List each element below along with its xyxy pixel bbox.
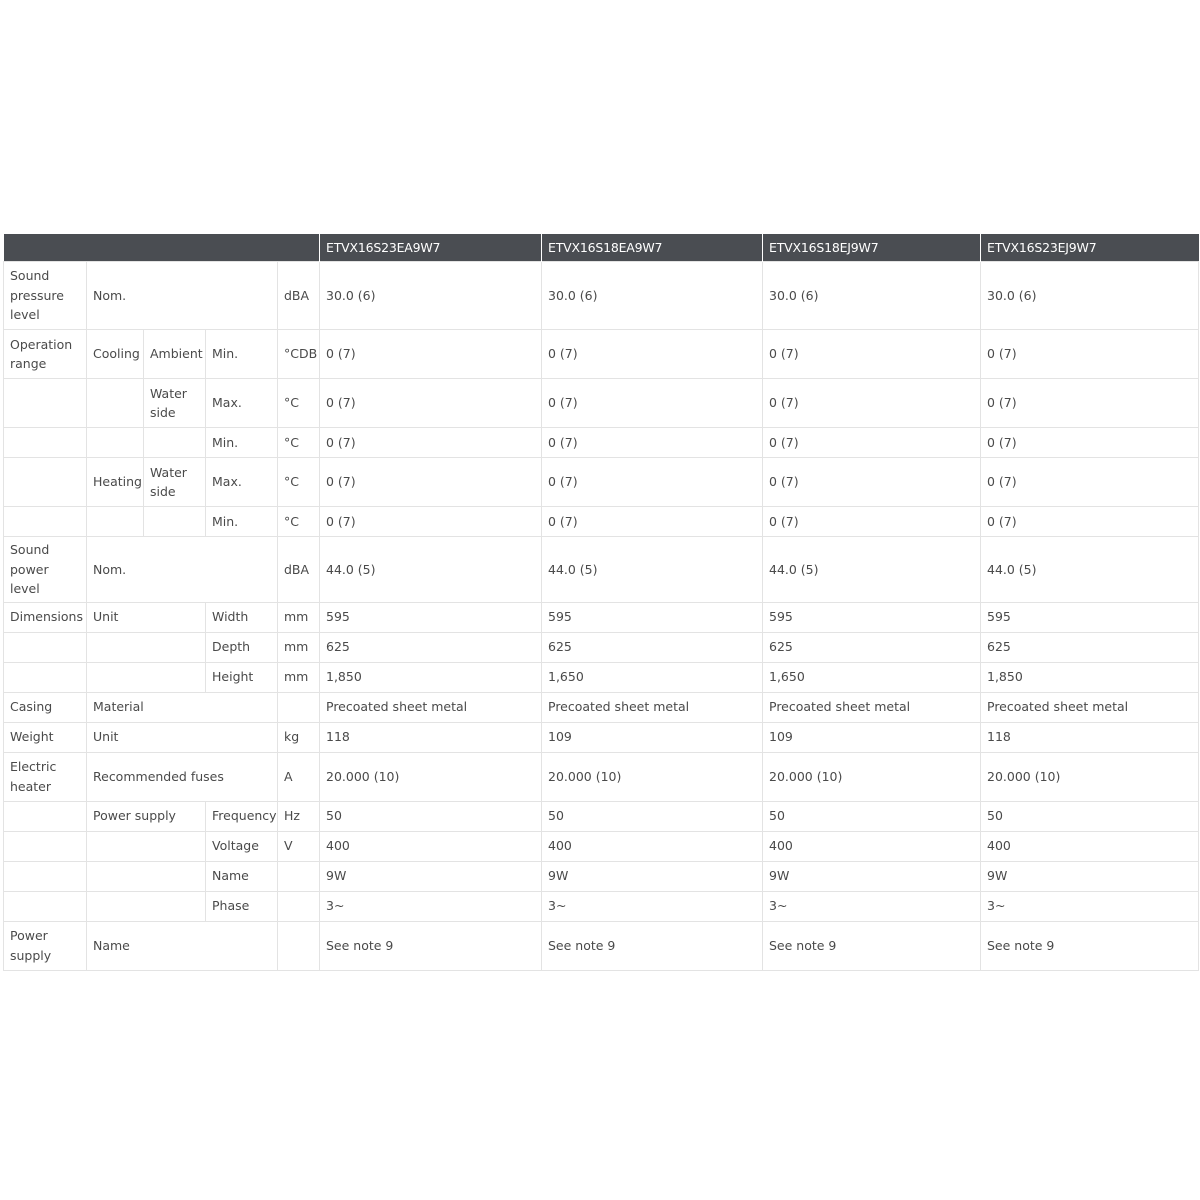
value-cell: 109 <box>763 722 981 752</box>
category-cell: Electric heater <box>4 752 87 801</box>
model-header: ETVX16S18EA9W7 <box>542 234 763 262</box>
category-cell: Operation range <box>4 330 87 379</box>
unit-cell: °C <box>278 458 320 507</box>
value-cell: 0 (7) <box>981 507 1199 537</box>
category-cell <box>4 428 87 458</box>
subcategory-cell <box>87 891 206 921</box>
value-cell: 400 <box>981 831 1199 861</box>
category-cell <box>4 507 87 537</box>
attribute-cell: Max. <box>206 379 278 428</box>
value-cell: 20.000 (10) <box>763 752 981 801</box>
value-cell: 1,850 <box>320 662 542 692</box>
unit-cell: A <box>278 752 320 801</box>
value-cell: 9W <box>981 861 1199 891</box>
table-row <box>4 692 1199 722</box>
subcategory-cell: Power supply <box>87 801 206 831</box>
attribute-cell: Name <box>206 861 278 891</box>
subcategory-cell <box>87 428 144 458</box>
category-cell <box>4 458 87 507</box>
value-cell: 595 <box>542 602 763 632</box>
value-cell: 595 <box>981 602 1199 632</box>
value-cell: See note 9 <box>542 921 763 970</box>
table-row <box>4 602 1199 632</box>
category-cell <box>4 801 87 831</box>
value-cell: 20.000 (10) <box>981 752 1199 801</box>
category-cell <box>4 861 87 891</box>
value-cell: 0 (7) <box>981 458 1199 507</box>
category-cell: Casing <box>4 692 87 722</box>
value-cell: 1,850 <box>981 662 1199 692</box>
category-cell <box>4 662 87 692</box>
subcategory-cell <box>87 632 206 662</box>
value-cell: 0 (7) <box>320 379 542 428</box>
spec-table <box>3 234 1199 971</box>
category-cell: Dimensions <box>4 602 87 632</box>
value-cell: 0 (7) <box>542 428 763 458</box>
subcategory-cell <box>87 831 206 861</box>
table-row <box>4 379 1199 428</box>
value-cell: 44.0 (5) <box>320 537 542 603</box>
unit-cell: V <box>278 831 320 861</box>
value-cell: 1,650 <box>542 662 763 692</box>
attribute-cell: Depth <box>206 632 278 662</box>
model-header: ETVX16S23EA9W7 <box>320 234 542 262</box>
value-cell: 400 <box>320 831 542 861</box>
value-cell: Precoated sheet metal <box>542 692 763 722</box>
attribute-cell: Phase <box>206 891 278 921</box>
attribute-cell: Width <box>206 602 278 632</box>
unit-cell <box>278 692 320 722</box>
subcategory-cell: Material <box>87 692 278 722</box>
value-cell: 0 (7) <box>320 330 542 379</box>
unit-cell: mm <box>278 662 320 692</box>
value-cell: 30.0 (6) <box>542 262 763 330</box>
header-row <box>4 234 1199 262</box>
unit-cell: dBA <box>278 537 320 603</box>
group-cell <box>144 428 206 458</box>
table-row <box>4 861 1199 891</box>
value-cell: 595 <box>320 602 542 632</box>
attribute-cell: Height <box>206 662 278 692</box>
value-cell: 30.0 (6) <box>763 262 981 330</box>
unit-cell <box>278 921 320 970</box>
value-cell: 1,650 <box>763 662 981 692</box>
value-cell: 9W <box>542 861 763 891</box>
value-cell: 0 (7) <box>542 458 763 507</box>
value-cell: 30.0 (6) <box>981 262 1199 330</box>
value-cell: 625 <box>763 632 981 662</box>
unit-cell: dBA <box>278 262 320 330</box>
value-cell: 0 (7) <box>981 330 1199 379</box>
unit-cell: kg <box>278 722 320 752</box>
unit-cell <box>278 861 320 891</box>
group-cell: Water side <box>144 458 206 507</box>
subcategory-cell: Unit <box>87 602 206 632</box>
value-cell: Precoated sheet metal <box>981 692 1199 722</box>
value-cell: 0 (7) <box>763 330 981 379</box>
table-row <box>4 632 1199 662</box>
value-cell: 625 <box>981 632 1199 662</box>
value-cell: 595 <box>763 602 981 632</box>
table-row <box>4 507 1199 537</box>
value-cell: See note 9 <box>763 921 981 970</box>
unit-cell: °C <box>278 507 320 537</box>
attribute-cell: Min. <box>206 330 278 379</box>
value-cell: 30.0 (6) <box>320 262 542 330</box>
value-cell: 0 (7) <box>763 428 981 458</box>
table-row <box>4 537 1199 603</box>
value-cell: 3~ <box>981 891 1199 921</box>
table-row <box>4 458 1199 507</box>
category-cell <box>4 632 87 662</box>
subcategory-cell: Name <box>87 921 278 970</box>
table-row <box>4 262 1199 330</box>
value-cell: See note 9 <box>981 921 1199 970</box>
unit-cell <box>278 891 320 921</box>
attribute-cell: Max. <box>206 458 278 507</box>
table-row <box>4 428 1199 458</box>
value-cell: 3~ <box>542 891 763 921</box>
subcategory-cell: Nom. <box>87 262 278 330</box>
value-cell: Precoated sheet metal <box>763 692 981 722</box>
value-cell: 0 (7) <box>542 330 763 379</box>
value-cell: 0 (7) <box>320 507 542 537</box>
category-cell: Sound power level <box>4 537 87 603</box>
subcategory-cell <box>87 379 144 428</box>
value-cell: 9W <box>320 861 542 891</box>
category-cell: Power supply <box>4 921 87 970</box>
value-cell: 400 <box>542 831 763 861</box>
unit-cell: Hz <box>278 801 320 831</box>
attribute-cell: Min. <box>206 428 278 458</box>
group-cell: Water side <box>144 379 206 428</box>
value-cell: 0 (7) <box>320 428 542 458</box>
value-cell: 0 (7) <box>542 507 763 537</box>
value-cell: 3~ <box>320 891 542 921</box>
group-cell: Ambient <box>144 330 206 379</box>
value-cell: 50 <box>763 801 981 831</box>
value-cell: 0 (7) <box>763 507 981 537</box>
value-cell: 50 <box>320 801 542 831</box>
category-cell <box>4 379 87 428</box>
attribute-cell: Frequency <box>206 801 278 831</box>
model-header: ETVX16S18EJ9W7 <box>763 234 981 262</box>
category-cell <box>4 891 87 921</box>
value-cell: 0 (7) <box>981 379 1199 428</box>
value-cell: 44.0 (5) <box>981 537 1199 603</box>
unit-cell: mm <box>278 632 320 662</box>
subcategory-cell: Unit <box>87 722 278 752</box>
unit-cell: mm <box>278 602 320 632</box>
value-cell: See note 9 <box>320 921 542 970</box>
value-cell: 20.000 (10) <box>320 752 542 801</box>
value-cell: 400 <box>763 831 981 861</box>
value-cell: 0 (7) <box>763 458 981 507</box>
value-cell: 0 (7) <box>542 379 763 428</box>
table-row <box>4 662 1199 692</box>
subcategory-cell <box>87 861 206 891</box>
subcategory-cell: Heating <box>87 458 144 507</box>
unit-cell: °CDB <box>278 330 320 379</box>
value-cell: 625 <box>320 632 542 662</box>
table-row <box>4 921 1199 970</box>
value-cell: 50 <box>981 801 1199 831</box>
header-blank <box>4 234 320 262</box>
category-cell <box>4 831 87 861</box>
table-row <box>4 891 1199 921</box>
value-cell: 9W <box>763 861 981 891</box>
value-cell: 118 <box>320 722 542 752</box>
table-row <box>4 831 1199 861</box>
value-cell: 50 <box>542 801 763 831</box>
value-cell: 20.000 (10) <box>542 752 763 801</box>
value-cell: 109 <box>542 722 763 752</box>
value-cell: 118 <box>981 722 1199 752</box>
subcategory-cell: Recommended fuses <box>87 752 278 801</box>
value-cell: Precoated sheet metal <box>320 692 542 722</box>
value-cell: 625 <box>542 632 763 662</box>
attribute-cell: Min. <box>206 507 278 537</box>
group-cell <box>144 507 206 537</box>
value-cell: 3~ <box>763 891 981 921</box>
subcategory-cell: Cooling <box>87 330 144 379</box>
value-cell: 0 (7) <box>981 428 1199 458</box>
value-cell: 44.0 (5) <box>542 537 763 603</box>
unit-cell: °C <box>278 379 320 428</box>
subcategory-cell: Nom. <box>87 537 278 603</box>
subcategory-cell <box>87 507 144 537</box>
table-row <box>4 801 1199 831</box>
table-row <box>4 722 1199 752</box>
model-header: ETVX16S23EJ9W7 <box>981 234 1199 262</box>
unit-cell: °C <box>278 428 320 458</box>
subcategory-cell <box>87 662 206 692</box>
value-cell: 44.0 (5) <box>763 537 981 603</box>
category-cell: Sound pressure level <box>4 262 87 330</box>
value-cell: 0 (7) <box>763 379 981 428</box>
attribute-cell: Voltage <box>206 831 278 861</box>
table-row <box>4 330 1199 379</box>
value-cell: 0 (7) <box>320 458 542 507</box>
table-row <box>4 752 1199 801</box>
category-cell: Weight <box>4 722 87 752</box>
